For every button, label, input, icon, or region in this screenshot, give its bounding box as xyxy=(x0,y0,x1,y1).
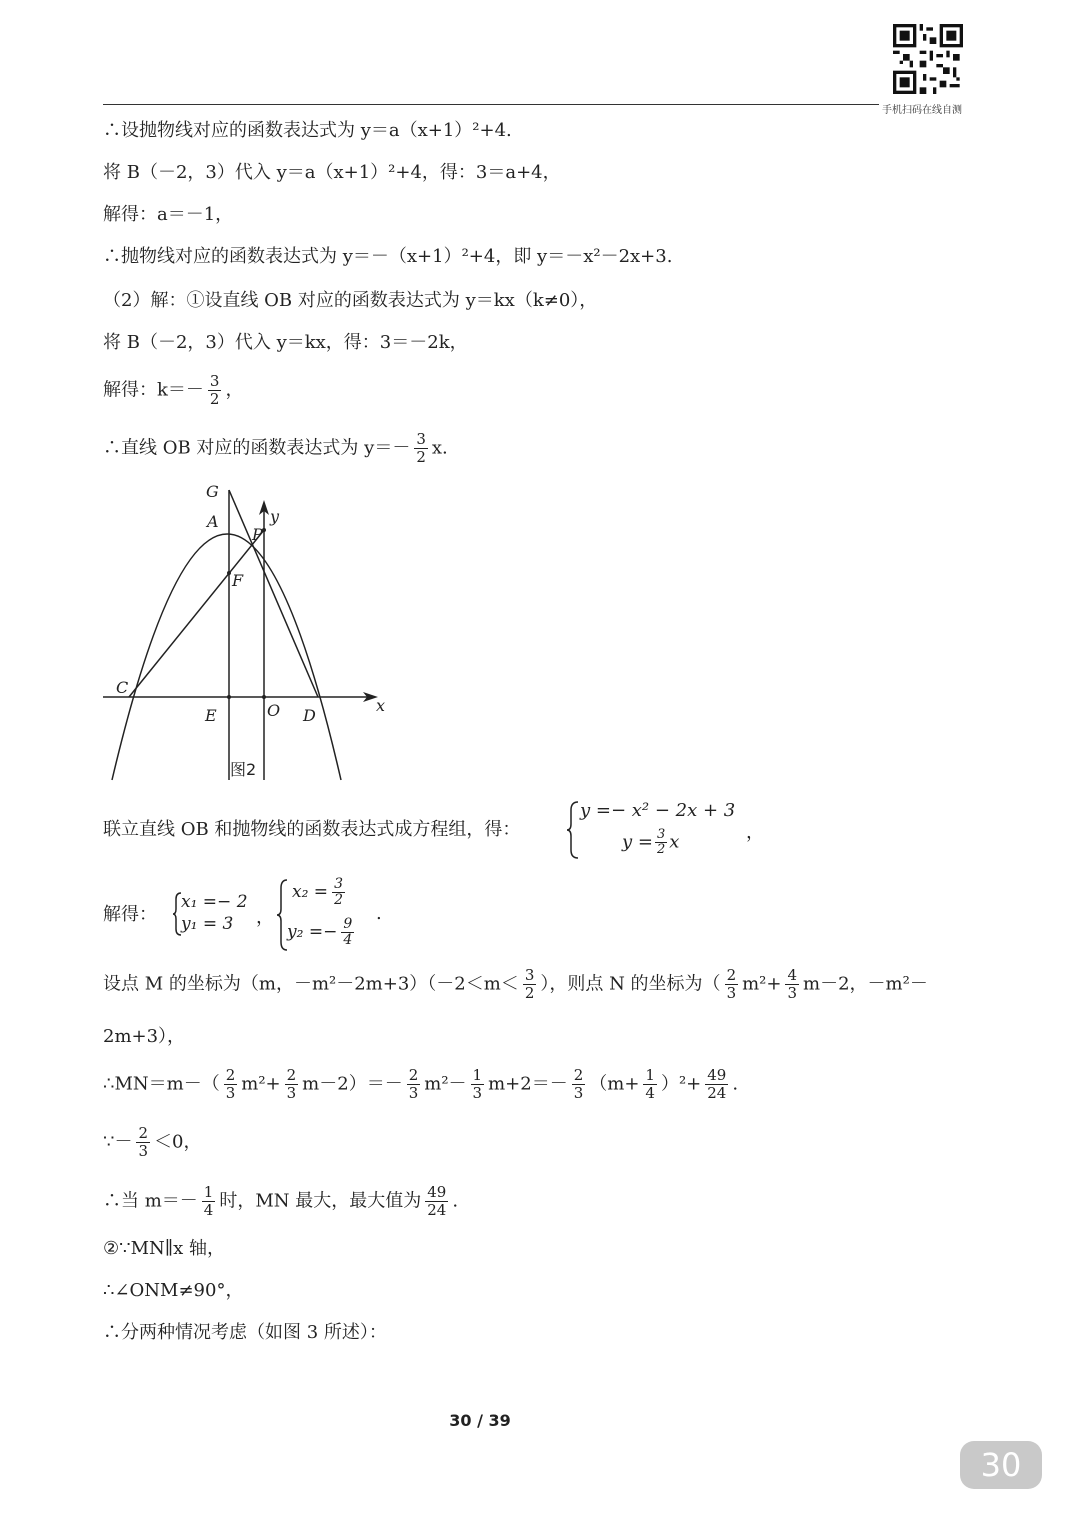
fraction-2-3 xyxy=(224,1067,238,1102)
fraction-3-2 xyxy=(523,967,537,1002)
fraction-1-3 xyxy=(471,1067,485,1102)
frac-num: 2 xyxy=(225,1066,236,1084)
fraction-2-3 xyxy=(285,1067,299,1102)
text-line-12: 2m+3）， xyxy=(103,1026,186,1047)
l11-a: 设点 M 的坐标为（m，－m²－2m+3）（－2＜m＜ xyxy=(103,973,519,995)
fraction-49-24 xyxy=(705,1067,728,1102)
l13-g: ）²+ xyxy=(660,1073,702,1095)
text-line-1: ∴设抛物线对应的函数表达式为 y＝a（x+1）²+4. xyxy=(103,120,512,141)
text-line-13 xyxy=(103,1067,738,1102)
label-o: O xyxy=(267,701,281,720)
figure-caption: 图2 xyxy=(230,760,257,779)
qr-caption: 手机扫码在线自测 xyxy=(882,105,962,116)
frac-num: 2 xyxy=(138,1124,148,1142)
frac-den: 2 xyxy=(656,842,666,857)
frac-den: 3 xyxy=(408,1084,419,1102)
text-line-15 xyxy=(103,1184,458,1219)
text-line-3: 解得：a＝－1， xyxy=(103,204,234,225)
fraction-2-3 xyxy=(572,1067,586,1102)
text-line-9: 联立直线 OB 和抛物线的函数表达式成方程组，得： xyxy=(103,819,521,840)
label-e: E xyxy=(205,706,217,725)
frac-den: 3 xyxy=(472,1084,483,1102)
l14-b: ＜0， xyxy=(154,1131,202,1153)
frac-num: 3 xyxy=(524,966,535,984)
frac-den: 3 xyxy=(787,984,798,1002)
l11-c: m²+ xyxy=(742,973,782,995)
frac-num: 1 xyxy=(645,1066,655,1084)
solution-end: . xyxy=(376,903,382,924)
l7-text: 解得：k＝－ xyxy=(103,379,204,401)
frac-den: 2 xyxy=(416,448,426,466)
x2-lhs: x₂ = xyxy=(292,882,329,902)
label-g: G xyxy=(206,482,219,501)
qr-code xyxy=(893,24,963,94)
text-line-17: ∴∠ONM≠90°， xyxy=(103,1280,244,1301)
l14-a: ∵－ xyxy=(103,1131,133,1153)
fraction-2-3 xyxy=(407,1067,421,1102)
frac-num: 1 xyxy=(472,1066,483,1084)
l11-d: m－2，－m²－ xyxy=(803,973,928,995)
label-x: x xyxy=(376,696,386,715)
point-f xyxy=(227,571,231,575)
y2-lhs: y₂ =− xyxy=(287,922,338,942)
text-line-5: （2）解：①设直线 OB 对应的函数表达式为 y＝kx（k≠0）， xyxy=(103,290,598,311)
fraction-3-2 xyxy=(332,877,345,908)
l13-a: ∴MN＝m－（ xyxy=(103,1073,220,1095)
solution-1 xyxy=(181,891,248,935)
text-line-6: 将 B（－2，3）代入 y＝kx，得：3＝－2k， xyxy=(103,332,468,353)
frac-den: 2 xyxy=(524,984,535,1002)
l13-e: m+2＝－ xyxy=(488,1073,568,1095)
parabola xyxy=(112,534,341,780)
fraction-3-2 xyxy=(208,373,222,408)
frac-den: 24 xyxy=(707,1084,727,1102)
page-number: 30 / 39 xyxy=(449,1411,511,1430)
label-p: P xyxy=(252,525,263,544)
text-line-8 xyxy=(103,431,448,466)
frac-num: 2 xyxy=(726,966,737,984)
frac-num: 49 xyxy=(427,1183,447,1201)
l15-a: ∴当 m＝－ xyxy=(103,1190,198,1212)
point-o xyxy=(262,695,266,699)
text-line-10: 解得： xyxy=(103,904,157,925)
l15-c: . xyxy=(452,1190,459,1212)
fraction-4-3 xyxy=(785,967,799,1002)
solution-y2 xyxy=(287,917,358,948)
frac-den: 3 xyxy=(138,1142,148,1160)
equation-1: y =− x² − 2x + 3 xyxy=(580,800,736,821)
solution-sep: ， xyxy=(256,907,274,928)
frac-den: 4 xyxy=(343,932,353,948)
frac-num: 49 xyxy=(707,1066,727,1084)
frac-num: 3 xyxy=(656,827,666,842)
fraction-1-4 xyxy=(202,1184,216,1219)
eq2-lhs: y = xyxy=(622,831,653,853)
label-y: y xyxy=(270,507,280,526)
frac-den: 3 xyxy=(286,1084,297,1102)
l13-h: . xyxy=(732,1073,739,1095)
fraction-9-4 xyxy=(341,917,354,948)
label-a: A xyxy=(207,512,219,531)
frac-den: 4 xyxy=(645,1084,655,1102)
frac-den: 2 xyxy=(334,892,343,908)
frac-den: 24 xyxy=(427,1201,447,1219)
solution-x1: x₁ =− 2 xyxy=(181,892,248,912)
l7-end: ， xyxy=(225,379,244,401)
frac-num: 2 xyxy=(573,1066,584,1084)
text-line-4: ∴抛物线对应的函数表达式为 y＝－（x+1）²+4，即 y＝－x²－2x+3. xyxy=(103,246,673,267)
fraction-3-2 xyxy=(414,431,428,466)
label-c: C xyxy=(116,678,129,697)
l8-end: x. xyxy=(431,437,448,459)
label-f: F xyxy=(232,571,244,590)
label-d: D xyxy=(303,706,316,725)
frac-den: 3 xyxy=(573,1084,584,1102)
frac-den: 4 xyxy=(203,1201,214,1219)
frac-num: 3 xyxy=(209,372,220,390)
l15-b: 时，MN 最大，最大值为 xyxy=(219,1190,422,1212)
equation-2: y = $\frac{3}{2}$ x xyxy=(622,827,680,857)
l13-f: （m+ xyxy=(589,1073,640,1095)
equation-end: ， xyxy=(746,822,764,843)
fraction-3-2 xyxy=(655,828,667,857)
fraction-2-3 xyxy=(136,1125,150,1160)
header-rule xyxy=(103,104,879,105)
point-e xyxy=(227,695,231,699)
frac-den: 3 xyxy=(726,984,737,1002)
frac-num: 4 xyxy=(787,966,798,984)
text-line-7 xyxy=(103,373,243,408)
frac-num: 9 xyxy=(343,916,353,932)
left-brace xyxy=(566,800,580,860)
fraction-1-4 xyxy=(643,1067,657,1102)
text-line-2: 将 B（－2，3）代入 y＝a（x+1）²+4，得：3＝a+4， xyxy=(103,162,561,183)
fraction-2-3 xyxy=(725,967,739,1002)
frac-num: 1 xyxy=(203,1183,214,1201)
l13-c: m－2）＝－ xyxy=(302,1073,403,1095)
frac-num: 3 xyxy=(334,876,343,892)
solution-x2 xyxy=(292,877,349,908)
line-cp xyxy=(129,530,264,697)
l13-d: m²－ xyxy=(424,1073,467,1095)
text-line-18: ∴分两种情况考虑（如图 3 所述）： xyxy=(103,1322,387,1343)
fraction-49-24 xyxy=(425,1184,448,1219)
text-line-16: ②∵MN∥x 轴， xyxy=(103,1238,225,1259)
frac-num: 2 xyxy=(408,1066,419,1084)
frac-den: 2 xyxy=(209,390,220,408)
text-line-11 xyxy=(103,967,928,1002)
solution-y1: y₁ = 3 xyxy=(181,914,234,934)
l8-text: ∴直线 OB 对应的函数表达式为 y＝－ xyxy=(103,437,411,459)
frac-num: 3 xyxy=(416,430,426,448)
l11-b: ），则点 N 的坐标为（ xyxy=(540,973,721,995)
l13-b: m²+ xyxy=(241,1073,281,1095)
frac-num: 2 xyxy=(286,1066,297,1084)
page-badge: 30 xyxy=(960,1441,1042,1489)
frac-den: 3 xyxy=(225,1084,236,1102)
figure-2 xyxy=(100,478,390,783)
text-line-14 xyxy=(103,1125,201,1160)
